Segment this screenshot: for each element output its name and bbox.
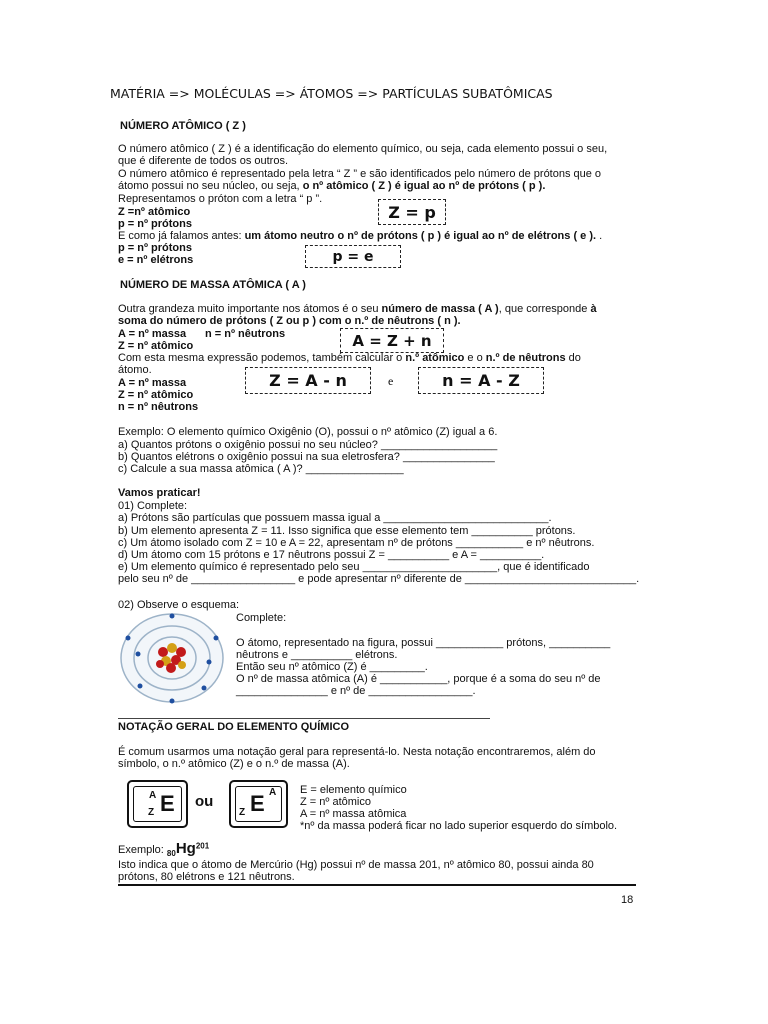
definition-z: Z = nº atômico bbox=[118, 389, 194, 401]
definition-a: A = nº massa bbox=[118, 377, 187, 389]
complete-label: Complete: bbox=[236, 612, 287, 624]
question-02: 02) Observe o esquema: bbox=[118, 599, 240, 611]
scheme-line: nêutrons e __________ elétrons. bbox=[236, 649, 398, 661]
text: . bbox=[596, 230, 603, 242]
definition-n: n = nº nêutrons bbox=[205, 328, 286, 340]
conjunction-e: e bbox=[388, 374, 394, 388]
paragraph-line bbox=[118, 303, 597, 315]
bold-text: n.º de nêutrons bbox=[485, 352, 566, 364]
mass-number-label: A bbox=[149, 790, 157, 801]
text: Outra grandeza muito importante nos átomos é o seu bbox=[118, 303, 382, 315]
scheme-line: _______________ e nº de _________________. bbox=[236, 685, 476, 697]
section-title-notacao: NOTAÇÃO GERAL DO ELEMENTO QUÍMICO bbox=[118, 721, 350, 733]
example-label: Exemplo: bbox=[118, 844, 167, 856]
bold-text: número de massa ( A ) bbox=[381, 303, 499, 315]
formula-box-n-a-z: n = A - Z bbox=[418, 367, 544, 394]
section-title-numero-massa: NÚMERO DE MASSA ATÔMICA ( A ) bbox=[120, 279, 306, 291]
bold-text: n.º atômico bbox=[405, 352, 465, 364]
definition-p: p = nº prótons bbox=[118, 242, 192, 254]
text: Com esta mesma expressão podemos, também calcular o bbox=[118, 352, 406, 364]
atom-diagram bbox=[118, 612, 226, 708]
formula-box-z-a-n: Z = A - n bbox=[245, 367, 371, 394]
example-text: Exemplo: O elemento químico Oxigênio (O), possui o nº atômico (Z) igual a 6. bbox=[118, 426, 498, 438]
definition-n: n = nº nêutrons bbox=[118, 401, 199, 413]
paragraph-line: símbolo, o n.º atômico (Z) e o n.º de massa (A). bbox=[118, 758, 350, 770]
question-item: c) Um átomo isolado com Z = 10 e A = 22, apresentam nº de prótons ___________ e nº nêutrons. bbox=[118, 537, 595, 549]
scheme-line: O nº de massa atômica (A) é ___________, porque é a soma do seu nº de bbox=[236, 673, 601, 685]
paragraph-line: Isto indica que o átomo de Mercúrio (Hg) possui nº de massa 201, nº atômico 80, possui ainda 80 bbox=[118, 859, 594, 871]
legend-line: E = elemento químico bbox=[300, 784, 407, 796]
paragraph-line: Representamos o próton com a letra “ p ”. bbox=[118, 193, 323, 205]
divider-line bbox=[118, 718, 490, 719]
page-number: 18 bbox=[621, 894, 634, 906]
mass-number-label: A bbox=[269, 787, 277, 798]
definition-p: p = nº prótons bbox=[118, 218, 192, 230]
question-a: a) Quantos prótons o oxigênio possui no seu núcleo? ___________________ bbox=[118, 439, 498, 451]
question-01: 01) Complete: bbox=[118, 500, 188, 512]
atomic-number-label: Z bbox=[239, 807, 246, 818]
text: E como já falamos antes: bbox=[118, 230, 245, 242]
text: , que corresponde bbox=[498, 303, 591, 315]
definition-z: Z = nº atômico bbox=[118, 340, 194, 352]
formula-box-p-e: p = e bbox=[305, 245, 401, 268]
section-title-numero-atomico: NÚMERO ATÔMICO ( Z ) bbox=[120, 120, 246, 132]
formula-box-a-z-n: A = Z + n bbox=[340, 328, 444, 353]
example-atomic-number: 80 bbox=[166, 849, 176, 859]
paragraph-line: O número atômico é representado pela letra “ Z ” e são identificados pelo número de prótons que o bbox=[118, 168, 602, 180]
paragraph-line bbox=[118, 230, 602, 242]
scheme-line: O átomo, representado na figura, possui ___________ prótons, __________ bbox=[236, 637, 611, 649]
paragraph-line: átomo. bbox=[118, 364, 152, 376]
example-mass-number: 201 bbox=[195, 841, 210, 851]
question-item: d) Um átomo com 15 prótons e 17 nêutrons possui Z = __________ e A = __________. bbox=[118, 549, 545, 561]
atomic-number-label: Z bbox=[148, 807, 155, 818]
example-notation bbox=[118, 840, 209, 858]
page-header: MATÉRIA => MOLÉCULAS => ÁTOMOS => PARTÍCULAS SUBATÔMICAS bbox=[110, 86, 553, 101]
question-item: b) Um elemento apresenta Z = 11. Isso significa que esse elemento tem __________ prótons. bbox=[118, 525, 576, 537]
paragraph-line: É comum usarmos uma notação geral para representá-lo. Nesta notação encontraremos, além do bbox=[118, 746, 596, 758]
element-symbol: E bbox=[160, 791, 175, 816]
legend-line: Z = nº atômico bbox=[300, 796, 371, 808]
paragraph-line: que é diferente de todos os outros. bbox=[118, 155, 289, 167]
text: do bbox=[565, 352, 581, 364]
legend-line: A = nº massa atômica bbox=[300, 808, 407, 820]
definition-z: Z =nº atômico bbox=[118, 206, 191, 218]
or-label: ou bbox=[195, 793, 214, 810]
notation-box-left bbox=[127, 780, 188, 828]
bold-text: um átomo neutro o nº de prótons ( p ) é igual ao nº de elétrons ( e ). bbox=[244, 230, 597, 242]
paragraph-line: O número atômico ( Z ) é a identificação do elemento químico, ou seja, cada elemento possui o seu, bbox=[118, 143, 608, 155]
notation-box-right bbox=[229, 780, 288, 828]
legend-note: *nº da massa poderá ficar no lado superior esquerdo do símbolo. bbox=[300, 820, 618, 832]
example-symbol: Hg bbox=[175, 840, 196, 857]
element-symbol: E bbox=[250, 791, 265, 816]
definition-a: A = nº massa bbox=[118, 328, 187, 340]
footer-rule bbox=[118, 884, 636, 886]
bold-text: o nº atômico ( Z ) é igual ao nº de prótons ( p ). bbox=[302, 180, 546, 192]
question-item: a) Prótons são partículas que possuem massa igual a ___________________________. bbox=[118, 512, 552, 524]
scheme-line: Então seu nº atômico (Z) é _________. bbox=[236, 661, 428, 673]
text: átomo possui no seu núcleo, ou seja, bbox=[118, 180, 303, 192]
paragraph-line bbox=[118, 352, 581, 364]
paragraph-line bbox=[118, 180, 545, 192]
question-b: b) Quantos elétrons o oxigênio possui na sua eletrosfera? _______________ bbox=[118, 451, 495, 463]
question-item: e) Um elemento químico é representado pelo seu ______________________, que é identificado bbox=[118, 561, 590, 573]
practice-title: Vamos praticar! bbox=[118, 487, 201, 499]
formula-box-z-p: Z = p bbox=[378, 199, 446, 225]
question-item: pelo seu nº de _________________ e pode apresentar nº diferente de ____________________________. bbox=[118, 573, 640, 585]
text: e o bbox=[464, 352, 486, 364]
question-c: c) Calcule a sua massa atômica ( A )? ________________ bbox=[118, 463, 404, 475]
paragraph-line: soma do número de prótons ( Z ou p ) com o n.º de nêutrons ( n ). bbox=[118, 315, 461, 327]
paragraph-line: prótons, 80 elétrons e 121 nêutrons. bbox=[118, 871, 295, 883]
bold-text: à bbox=[590, 303, 597, 315]
definition-e: e = nº elétrons bbox=[118, 254, 194, 266]
